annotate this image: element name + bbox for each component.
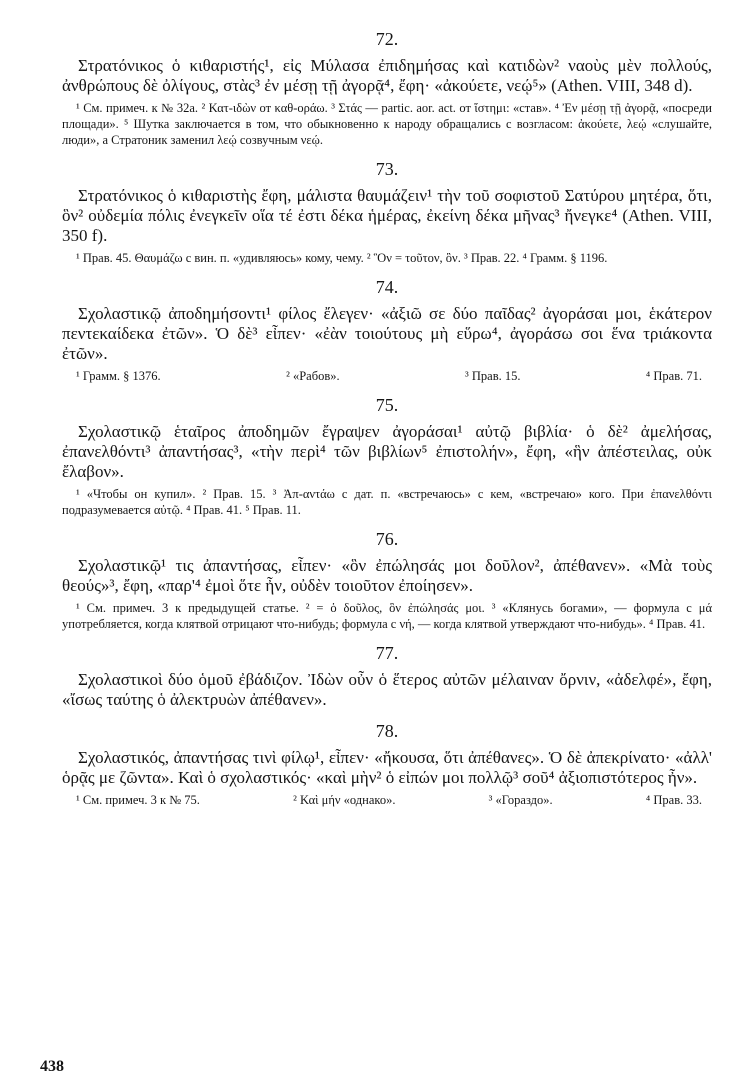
footnotes: ¹ «Чтобы он купил». ² Прав. 15. ³ Ἀπ-αντάω с дат. п. «встречаюсь» с кем, «встречаю» кого. При ἐπανελθόντι подразумевается αὐτῷ. ⁴ Прав. 41. ⁵ Прав. 11. <box>62 487 712 517</box>
footnote: ¹ Грамм. § 1376. <box>76 369 161 383</box>
footnote: ² «Рабов». <box>286 369 340 383</box>
section-number: 73. <box>375 159 399 179</box>
footnotes: ¹ См. примеч. к № 32а. ² Κατ-ιδὼν от καθ-οράω. ³ Στάς — partic. aor. act. от ἵστημι: «став». ⁴ Ἐν μέσῃ τῇ ἀγορᾷ, «посреди площади». ⁵ Шутка заключается в том, что обыкновенно к народу обращались с возгласом: ἀκούετε, λεῴ «слушайте, люди», а Стратоник заменил λεῴ созвучным νεῴ. <box>62 101 712 147</box>
section-number: 78. <box>375 721 399 741</box>
footnotes <box>62 368 712 384</box>
footnote: ³ Прав. 15. <box>465 369 521 383</box>
footnotes: ¹ См. примеч. 3 к предыдущей статье. ² = ὁ δοῦλος, ὃν ἐπώλησάς μοι. ³ «Клянусь богами», — формула с μά употребляется, когда клятвой отрицают что-нибудь; формула с νή, — когда клятвой утверждают что-нибудь». ⁴ Прав. 41. <box>62 601 712 631</box>
section-number: 76. <box>375 529 399 549</box>
greek-text: Σχολαστικῷ ἀποδημήσοντι¹ φίλος ἔλεγεν· «ἀξιῶ σε δύο παῖδας² ἀγοράσαι μοι, ἑκάτερον πεντεκαίδεκα ἐτῶν». Ὁ δὲ³ εἶπεν· «ἐὰν τοιούτους μὴ εὕρω⁴, ἀγοράσω σοι ἕνα τριάκοντα ἐτῶν». <box>62 304 712 363</box>
section-number: 72. <box>375 29 399 49</box>
greek-text: Στρατόνικος ὁ κιθαριστής¹, εἰς Μύλασα ἐπιδημήσας καὶ κατιδὼν² ναοὺς μὲν πολλούς, ἀνθρώπους δὲ ὀλίγους, στὰς³ ἐν μέσῃ τῇ ἀγορᾷ⁴, ἔφη· «ἀκούετε, νεῴ⁵» (Athen. VIII, 348 d). <box>62 56 712 95</box>
section-number: 74. <box>375 277 399 297</box>
page-number: 438 <box>40 1058 64 1075</box>
section-74 <box>62 276 712 384</box>
footnotes <box>62 792 712 808</box>
greek-text: Στρατόνικος ὁ κιθαριστὴς ἔφη, μάλιστα θαυμάζειν¹ τὴν τοῦ σοφιστοῦ Σατύρου μητέρα, ὅτι, ὃν² οὐδεμία πόλις ἐνεγκεῖν οἵα τέ ἐστι δέκα ἡμέρας, ἐκείνη δέκα μῆνας³ ἤνεγκε⁴ (Athen. VIII, 350 f). <box>62 186 712 245</box>
section-72 <box>62 28 712 148</box>
footnote: ³ «Гораздо». <box>488 793 553 807</box>
section-78 <box>62 720 712 808</box>
section-73 <box>62 158 712 266</box>
footnote: ¹ См. примеч. 3 к № 75. <box>76 793 200 807</box>
greek-text: Σχολαστικός, ἀπαντήσας τινὶ φίλῳ¹, εἶπεν· «ἤκουσα, ὅτι ἀπέθανες». Ὁ δὲ ἀπεκρίνατο· «ἀλλ' ὁρᾷς με ζῶντα». Καὶ ὁ σχολαστικός· «καὶ μὴν² ὁ εἰπών μοι πολλῷ³ σοῦ⁴ ἀξιοπιστότερος ἦν». <box>62 748 712 787</box>
greek-text: Σχολαστικῷ¹ τις ἀπαντήσας, εἶπεν· «ὃν ἐπώλησάς μοι δοῦλον², ἀπέθανεν». «Μὰ τοὺς θεούς»³, ἔφη, «παρ'⁴ ἐμοὶ ὅτε ἦν, οὐδὲν τοιοῦτον ἐποίησεν». <box>62 556 712 595</box>
footnote: ² Καὶ μήν «однако». <box>293 793 396 807</box>
greek-text: Σχολαστικοὶ δύο ὁμοῦ ἐβάδιζον. Ἰδὼν οὖν ὁ ἕτερος αὐτῶν μέλαιναν ὄρνιν, «ἀδελφέ», ἔφη, «ἴσως ταύτης ὁ ἀλεκτρυὼν ἀπέθανεν». <box>62 670 712 709</box>
section-75 <box>62 394 712 518</box>
section-77 <box>62 642 712 710</box>
greek-text: Σχολαστικῷ ἑταῖρος ἀποδημῶν ἔγραψεν ἀγοράσαι¹ αὐτῷ βιβλία· ὁ δὲ² ἀμελήσας, ἐπανελθόντι³ ἀπαντήσας³, «τὴν περὶ⁴ τῶν βιβλίων⁵ ἐπιστολήν», ἔφη, «ἣν ἀπέστειλας, οὐκ ἔλαβον». <box>62 422 712 481</box>
footnote: ⁴ Прав. 33. <box>645 793 702 807</box>
footnotes: ¹ Прав. 45. Θαυμάζω с вин. п. «удивляюсь» кому, чему. ² Ὃν = τοῦτον, ὃν. ³ Прав. 22. ⁴ Грамм. § 1196. <box>76 251 608 265</box>
section-number: 75. <box>375 395 399 415</box>
footnote: ⁴ Прав. 71. <box>645 369 702 383</box>
book-page <box>62 28 712 818</box>
section-76 <box>62 528 712 632</box>
section-number: 77. <box>375 643 399 663</box>
